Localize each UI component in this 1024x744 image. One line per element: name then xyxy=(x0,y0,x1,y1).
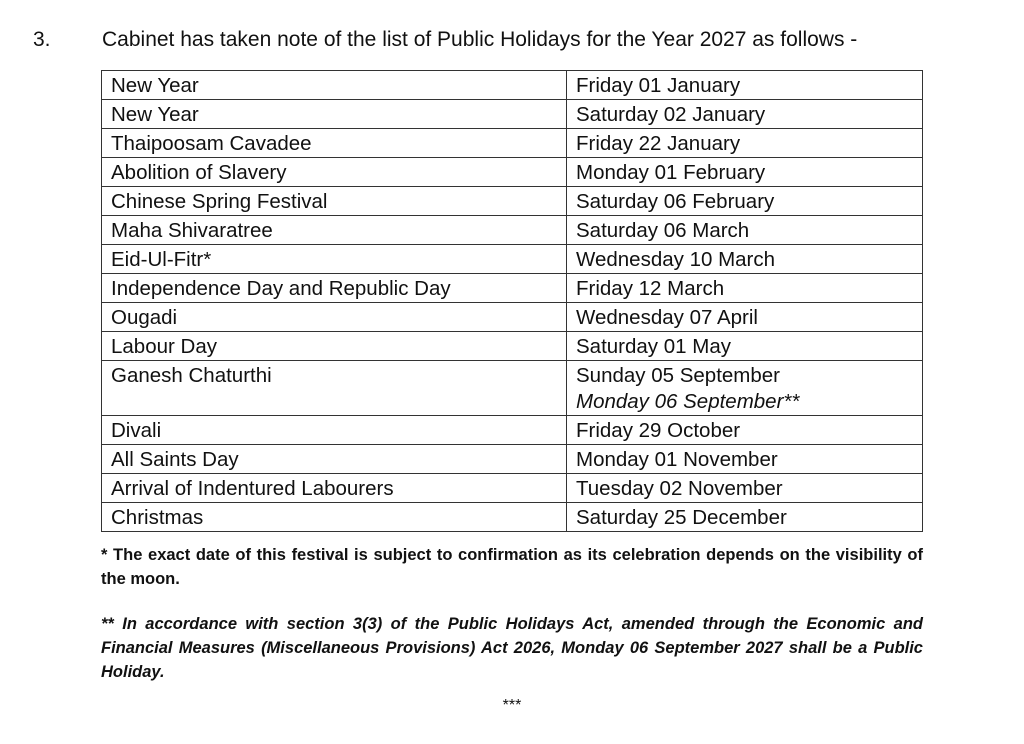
table-row xyxy=(102,416,923,445)
holiday-date: Tuesday 02 November xyxy=(576,477,783,500)
table-row xyxy=(102,71,923,100)
end-marker: *** xyxy=(502,697,522,714)
holiday-name: Ganesh Chaturthi xyxy=(102,361,567,416)
holiday-name: Christmas xyxy=(102,503,567,532)
holiday-date: Saturday 06 February xyxy=(576,190,775,213)
holiday-name: Ougadi xyxy=(102,303,567,332)
holiday-date-cell xyxy=(567,503,923,532)
table-row xyxy=(102,216,923,245)
holiday-date-cell xyxy=(567,216,923,245)
table-row xyxy=(102,158,923,187)
table-row xyxy=(102,303,923,332)
section-intro: Cabinet has taken note of the list of Public Holidays for the Year 2027 as follows - xyxy=(102,28,858,51)
table-row xyxy=(102,361,923,416)
holiday-date-cell xyxy=(567,474,923,503)
holiday-name: Abolition of Slavery xyxy=(102,158,567,187)
holiday-name: Arrival of Indentured Labourers xyxy=(102,474,567,503)
table-row xyxy=(102,187,923,216)
holiday-name: Divali xyxy=(102,416,567,445)
holiday-date-cell xyxy=(567,332,923,361)
table-row xyxy=(102,474,923,503)
holiday-date: Friday 22 January xyxy=(576,132,741,155)
table-row xyxy=(102,503,923,532)
holiday-date: Saturday 06 March xyxy=(576,219,750,242)
table-row xyxy=(102,445,923,474)
holiday-name: New Year xyxy=(102,100,567,129)
table-row xyxy=(102,129,923,158)
holiday-date-cell xyxy=(567,187,923,216)
act-footnote: ** In accordance with section 3(3) of the Public Holidays Act, amended through the Economic and Financial Measures (Miscellaneous Provisions) Act 2026, Monday 06 September 2027 shall be a Public Holiday. xyxy=(101,615,923,681)
holiday-date: Saturday 25 December xyxy=(576,506,787,529)
holiday-date: Wednesday 07 April xyxy=(576,306,758,329)
holiday-date-cell xyxy=(567,158,923,187)
holiday-date-cell xyxy=(567,129,923,158)
holiday-date: Sunday 05 September xyxy=(576,364,780,387)
holiday-date-cell xyxy=(567,361,923,416)
table-row xyxy=(102,332,923,361)
holiday-date: Saturday 01 May xyxy=(576,335,731,358)
holiday-name: All Saints Day xyxy=(102,445,567,474)
table-row xyxy=(102,245,923,274)
section-number: 3. xyxy=(33,28,51,51)
holiday-date-cell xyxy=(567,416,923,445)
holiday-date: Friday 29 October xyxy=(576,419,741,442)
holiday-date: Saturday 02 January xyxy=(576,103,766,126)
holiday-name: Labour Day xyxy=(102,332,567,361)
holiday-date-cell xyxy=(567,274,923,303)
holiday-name: Maha Shivaratree xyxy=(102,216,567,245)
holiday-date-cell xyxy=(567,445,923,474)
holiday-date-cell xyxy=(567,303,923,332)
holiday-name: Eid-Ul-Fitr* xyxy=(102,245,567,274)
table-row xyxy=(102,100,923,129)
holiday-date-cell xyxy=(567,100,923,129)
holiday-date: Friday 12 March xyxy=(576,277,725,300)
holidays-table xyxy=(101,70,923,532)
moon-footnote: * The exact date of this festival is subject to confirmation as its celebration depends on the visibility of the moon. xyxy=(101,546,923,588)
holiday-date: Friday 01 January xyxy=(576,74,741,97)
holiday-date: Monday 01 November xyxy=(576,448,778,471)
holiday-date-cell xyxy=(567,245,923,274)
holiday-date: Monday 01 February xyxy=(576,161,766,184)
holiday-name: New Year xyxy=(102,71,567,100)
holidays-table-body xyxy=(102,71,923,532)
holiday-name: Thaipoosam Cavadee xyxy=(102,129,567,158)
holiday-name: Chinese Spring Festival xyxy=(102,187,567,216)
holiday-date: Wednesday 10 March xyxy=(576,248,776,271)
holiday-name: Independence Day and Republic Day xyxy=(102,274,567,303)
holiday-date-cell xyxy=(567,71,923,100)
table-row xyxy=(102,274,923,303)
holiday-date: Monday 06 September** xyxy=(576,390,800,413)
